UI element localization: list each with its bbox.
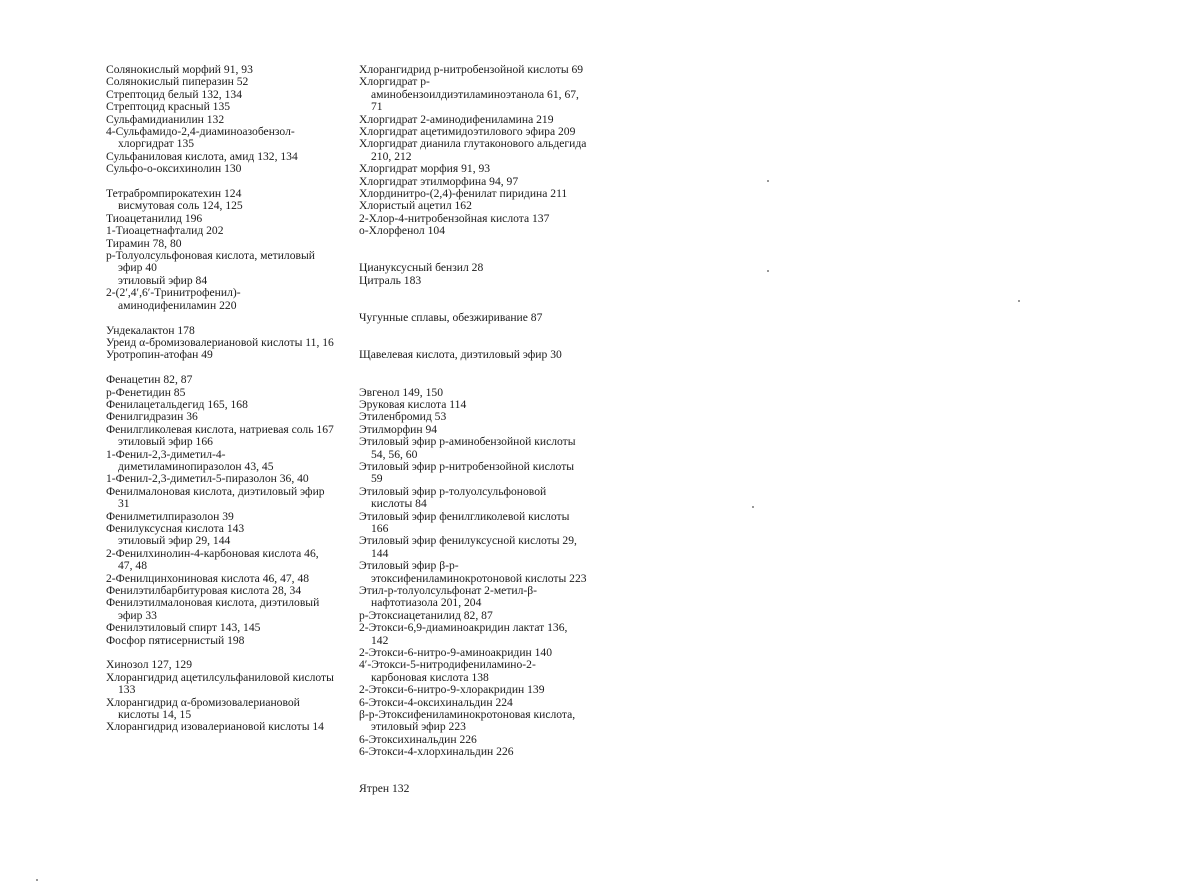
index-entry: Фенилуксусная кислота 143 [106,521,245,535]
index-entry: p-Фенетидин 85 [106,385,186,399]
index-entry: Фенилгидразин 36 [106,410,198,424]
index-entry: Хлорангидрид p-нитробензойной кислоты 69 [359,63,584,76]
index-entry: Этиловый эфир p-толуолсульфоновой кислоты 84 [359,484,547,511]
index-column-right [359,64,587,796]
index-entry: Хлординитро-(2,4)-фенилат пиридина 211 [359,187,568,201]
index-entry: Этиловый эфир фенилгликолевой кислоты 166 [359,509,570,535]
index-entry: Фенилэтилмалоновая кислота, диэтиловый эфир 33 [106,596,320,622]
index-entry: Этиловый эфир p-нитробензойной кислоты 59 [359,459,575,486]
index-entry: Хлоргидрат морфия 91, 93 [359,162,491,176]
index-entry: Хлоргидрат 2-аминодифениламина 219 [359,112,554,126]
index-entry: 4-Сульфамидо-2,4-диаминоазобензол-хлоргидрат 135 [106,125,295,151]
section-spacer [359,287,587,312]
scan-speck [767,270,769,272]
index-entry: Хлорангидрид изовалериановой кислоты 14 [106,720,324,734]
index-entry: Стрептоцид белый 132, 134 [106,87,242,101]
index-entry: 2-Этокси-6,9-диаминоакридин лактат 136, 142 [359,621,568,647]
index-entry: Этиловый эфир p-аминобензойной кислоты 54, 56, 60 [359,435,576,461]
index-entry: 2-Фенилхинолин-4-карбоновая кислота 46, 47, 48 [106,546,319,573]
section-spacer [359,325,587,350]
index-entry: Эруковая кислота 114 [359,397,467,411]
index-entry: Хлоргидрат p-аминобензоилдиэтиламиноэтанола 61, 67, 71 [359,75,579,114]
index-entry: Ундекалактон 178 [106,323,195,337]
scan-speck [36,879,38,881]
index-entry: Чугунные сплавы, обезжиривание 87 [359,311,543,325]
index-entry: Эвгенол 149, 150 [359,385,443,399]
scan-speck [767,180,769,182]
index-entry: 1-Фенил-2,3-диметил-4-диметиламинопиразолон 43, 45 [106,447,274,473]
index-entry: Солянокислый пиперазин 52 [106,75,249,89]
index-entry: Фенилгликолевая кислота, натриевая соль 167 [106,422,334,436]
index-entry: Фенилацетальдегид 165, 168 [106,397,248,411]
section-spacer [359,759,587,784]
index-entry: Сульфамидианилин 132 [106,112,225,126]
index-entry: Щавелевая кислота, диэтиловый эфир 30 [359,348,562,362]
index-entry: Хлоргидрат дианила глутаконового альдегида 210, 212 [359,137,587,163]
index-entry: Фосфор пятисернистый 198 [106,633,245,647]
index-entry: Хлорангидрид ацетилсульфаниловой кислоты 133 [106,670,334,697]
index-entry: Хлоргидрат этилморфина 94, 97 [359,174,519,188]
index-subentry: этиловый эфир 84 [118,273,208,287]
index-entry: Фенилмалоновая кислота, диэтиловый эфир 31 [106,484,325,511]
index-entry: 2-Этокси-6-нитро-9-аминоакридин 140 [359,646,553,660]
scan-speck [1018,300,1020,302]
index-entry: Тирамин 78, 80 [106,236,182,250]
index-entry: Стрептоцид красный 135 [106,100,231,114]
index-entry: Этил-p-толуолсульфонат 2-метил-β-нафтотиазола 201, 204 [359,584,538,610]
section-spacer [359,238,587,263]
index-entry: β-p-Этоксифениламинокротоновая кислота, этиловый эфир 223 [359,708,576,734]
index-entry: 6-Этоксихинальдин 226 [359,732,477,746]
index-entry: 6-Этокси-4-оксихинальдин 224 [359,695,513,709]
index-entry: Этиловый эфир фенилуксусной кислоты 29, 144 [359,534,577,560]
index-entry: Цитраль 183 [359,273,422,287]
index-entry: 2-Фенилцинхониновая кислота 46, 47, 48 [106,571,310,585]
index-entry: Фенацетин 82, 87 [106,373,193,387]
index-entry: p-Толуолсульфоновая кислота, метиловый эфир 40 [106,249,315,275]
index-subentry: этиловый эфир 166 [118,435,213,449]
index-entry: о-Хлорфенол 104 [359,224,445,238]
index-entry: Этиленбромид 53 [359,410,447,424]
index-entry: Этиловый эфир β-p-этоксифениламинокротоновой кислоты 223 [359,559,587,585]
index-entry: Хлорангидрид α-бромизовалериановой кислоты 14, 15 [106,695,300,722]
index-entry: Сульфо-о-оксихинолин 130 [106,162,242,176]
index-subentry: этиловый эфир 29, 144 [118,534,231,548]
index-entry: Уротропин-атофан 49 [106,348,213,362]
index-entry: Ятрен 132 [359,782,410,796]
index-entry: Хинозол 127, 129 [106,658,192,672]
index-subentry: висмутовая соль 124, 125 [118,199,243,213]
index-entry: Хлористый ацетил 162 [359,199,472,213]
index-entry: Фенилэтилбарбитуровая кислота 28, 34 [106,584,302,598]
index-entry: p-Этоксиацетанилид 82, 87 [359,608,493,622]
index-entry: 2-Хлор-4-нитробензойная кислота 137 [359,211,550,225]
index-entry: Циануксусный бензил 28 [359,261,484,275]
section-spacer [359,362,587,387]
index-entry: Фенилэтиловый спирт 143, 145 [106,621,261,635]
index-entry: 2-Этокси-6-нитро-9-хлоракридин 139 [359,683,545,697]
index-entry: 6-Этокси-4-хлорхинальдин 226 [359,745,514,759]
index-entry: 1-Фенил-2,3-диметил-5-пиразолон 36, 40 [106,472,309,486]
index-entry: 1-Тиоацетнафталид 202 [106,224,224,238]
index-entry: Хлоргидрат ацетимидоэтилового эфира 209 [359,125,576,139]
index-entry: Солянокислый морфий 91, 93 [106,63,253,76]
index-entry: Уреид α-бромизовалериановой кислоты 11, 16 [106,335,334,349]
scan-speck [752,506,754,508]
index-entry: Тиоацетанилид 196 [106,211,203,225]
index-entry: Тетрабромпирокатехин 124 [106,187,242,201]
index-entry: Фенилметилпиразолон 39 [106,509,234,523]
index-entry: 4′-Этокси-5-нитродифениламино-2-карбоновая кислота 138 [359,658,536,684]
index-entry: Этилморфин 94 [359,422,438,436]
index-entry: Сульфаниловая кислота, амид 132, 134 [106,149,298,163]
index-column-left [106,64,334,734]
section-spacer [106,312,334,324]
index-entry: 2-(2′,4′,6′-Тринитрофенил)-аминодифениламин 220 [106,286,241,312]
